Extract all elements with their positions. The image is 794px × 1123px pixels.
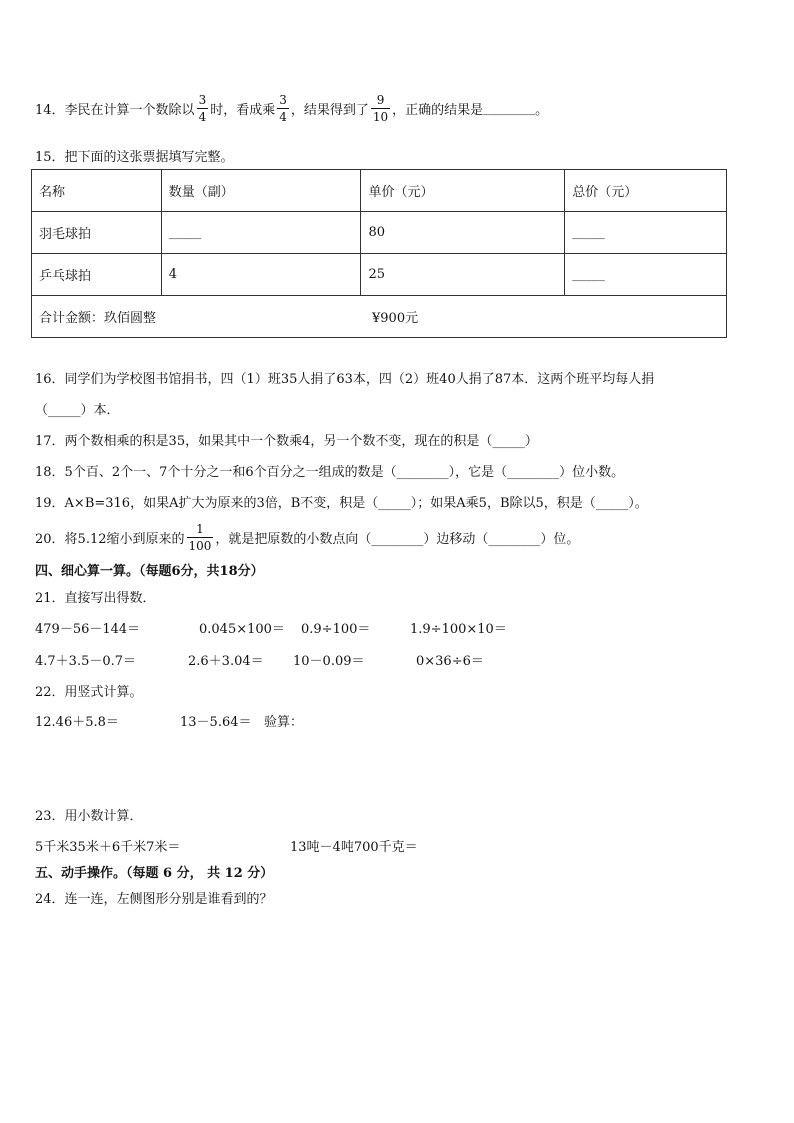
question-20 <box>35 518 579 556</box>
question-14 <box>35 90 548 126</box>
question-22: 22．用竖式计算。 <box>35 685 143 700</box>
q21-item: 4.7＋3.5－0.7＝ <box>35 654 137 669</box>
question-15: 15．把下面的这张票据填写完整。 <box>35 150 234 165</box>
cell-unit-price: 25 <box>361 254 565 296</box>
q14-fraction-1 <box>197 94 209 123</box>
q21-item: 479－56－144＝ <box>35 622 141 637</box>
q21-item: 0.9÷100＝ <box>301 622 371 637</box>
fraction-numerator: 3 <box>279 92 287 107</box>
q14-answer-blank[interactable]: ________ <box>483 100 536 116</box>
q14-fraction-2 <box>277 94 289 123</box>
q14-text-b: 时，看成乘 <box>210 102 276 118</box>
q20-text-b: ，就是把原数的小数点向（________）边移动（________）位。 <box>215 531 580 547</box>
section-4-heading: 四、细心算一算。（每题6分，共18分） <box>35 564 264 579</box>
q14-text-d: ，正确的结果是 <box>392 102 484 118</box>
table-row <box>32 254 727 296</box>
fraction-denominator: 4 <box>198 109 207 124</box>
cell-item-name: 羽毛球拍 <box>32 212 162 254</box>
table-row <box>32 212 727 254</box>
question-16-line-1: 16．同学们为学校图书馆捐书，四（1）班35人捐了63本，四（2）班40人捐了87本．这两个班平均每人捐 <box>35 372 655 387</box>
q14-text-c: ，结果得到了 <box>290 102 369 118</box>
question-24: 24．连一连，左侧图形分别是谁看到的？ <box>35 892 273 907</box>
q20-fraction <box>187 523 214 552</box>
section-5-heading: 五、动手操作。（每题 6 分， 共 12 分） <box>35 866 274 881</box>
q21-item: 2.6＋3.04＝ <box>188 654 264 669</box>
header-unit-price: 单价（元） <box>361 170 565 212</box>
table-total-row <box>32 296 727 338</box>
question-23: 23．用小数计算． <box>35 809 143 824</box>
fraction-numerator: 1 <box>196 521 204 536</box>
fraction-denominator: 4 <box>279 109 287 124</box>
q21-item: 1.9÷100×10＝ <box>410 622 507 637</box>
header-quantity: 数量（副） <box>161 170 361 212</box>
q23-item: 5千米35米＋6千米7米＝ <box>35 840 181 855</box>
q14-number: 14． <box>35 102 65 118</box>
cell-total-amount <box>32 296 727 338</box>
header-total-price: 总价（元） <box>565 170 727 212</box>
q22-verify-label: 验算： <box>264 715 304 730</box>
q14-text-e: 。 <box>535 102 549 118</box>
cell-quantity-blank[interactable]: _____ <box>161 212 361 254</box>
q21-item: 0×36÷6＝ <box>416 654 484 669</box>
question-18: 18．5个百、2个一、7个十分之一和6个百分之一组成的数是（________），它是（________）位小数。 <box>35 465 625 480</box>
total-value: ¥900元 <box>372 311 419 326</box>
q22-item: 13－5.64＝ <box>180 715 252 730</box>
cell-total-blank[interactable]: _____ <box>565 212 727 254</box>
question-17: 17．两个数相乘的积是35，如果其中一个数乘4，另一个数不变，现在的积是（_____） <box>35 434 538 449</box>
cell-total-blank[interactable]: _____ <box>565 254 727 296</box>
cell-unit-price: 80 <box>361 212 565 254</box>
q14-text-a: 李民在计算一个数除以 <box>64 102 195 118</box>
header-name: 名称 <box>32 170 162 212</box>
q14-fraction-3 <box>371 94 390 123</box>
cell-quantity: 4 <box>161 254 361 296</box>
question-21: 21．直接写出得数． <box>35 591 156 606</box>
total-label: 合计金额：玖佰圆整 <box>39 311 157 326</box>
q23-item: 13吨－4吨700千克＝ <box>290 840 418 855</box>
fraction-numerator: 3 <box>198 92 207 107</box>
q21-item: 10－0.09＝ <box>293 654 365 669</box>
q21-item: 0.045×100＝ <box>199 622 285 637</box>
table-header-row <box>32 170 727 212</box>
fraction-denominator: 10 <box>372 109 389 124</box>
q22-item: 12.46＋5.8＝ <box>35 715 119 730</box>
fraction-denominator: 100 <box>188 538 212 553</box>
question-16-line-2: （_____）本． <box>35 403 120 418</box>
receipt-table <box>31 169 727 338</box>
cell-item-name: 乒乓球拍 <box>32 254 162 296</box>
question-19: 19．A×B=316，如果A扩大为原来的3倍，B不变，积是（_____）；如果A乘5，B除以5，积是（_____）。 <box>35 496 648 511</box>
fraction-numerator: 9 <box>376 92 385 107</box>
q20-text-a: 20．将5.12缩小到原来的 <box>35 531 185 547</box>
